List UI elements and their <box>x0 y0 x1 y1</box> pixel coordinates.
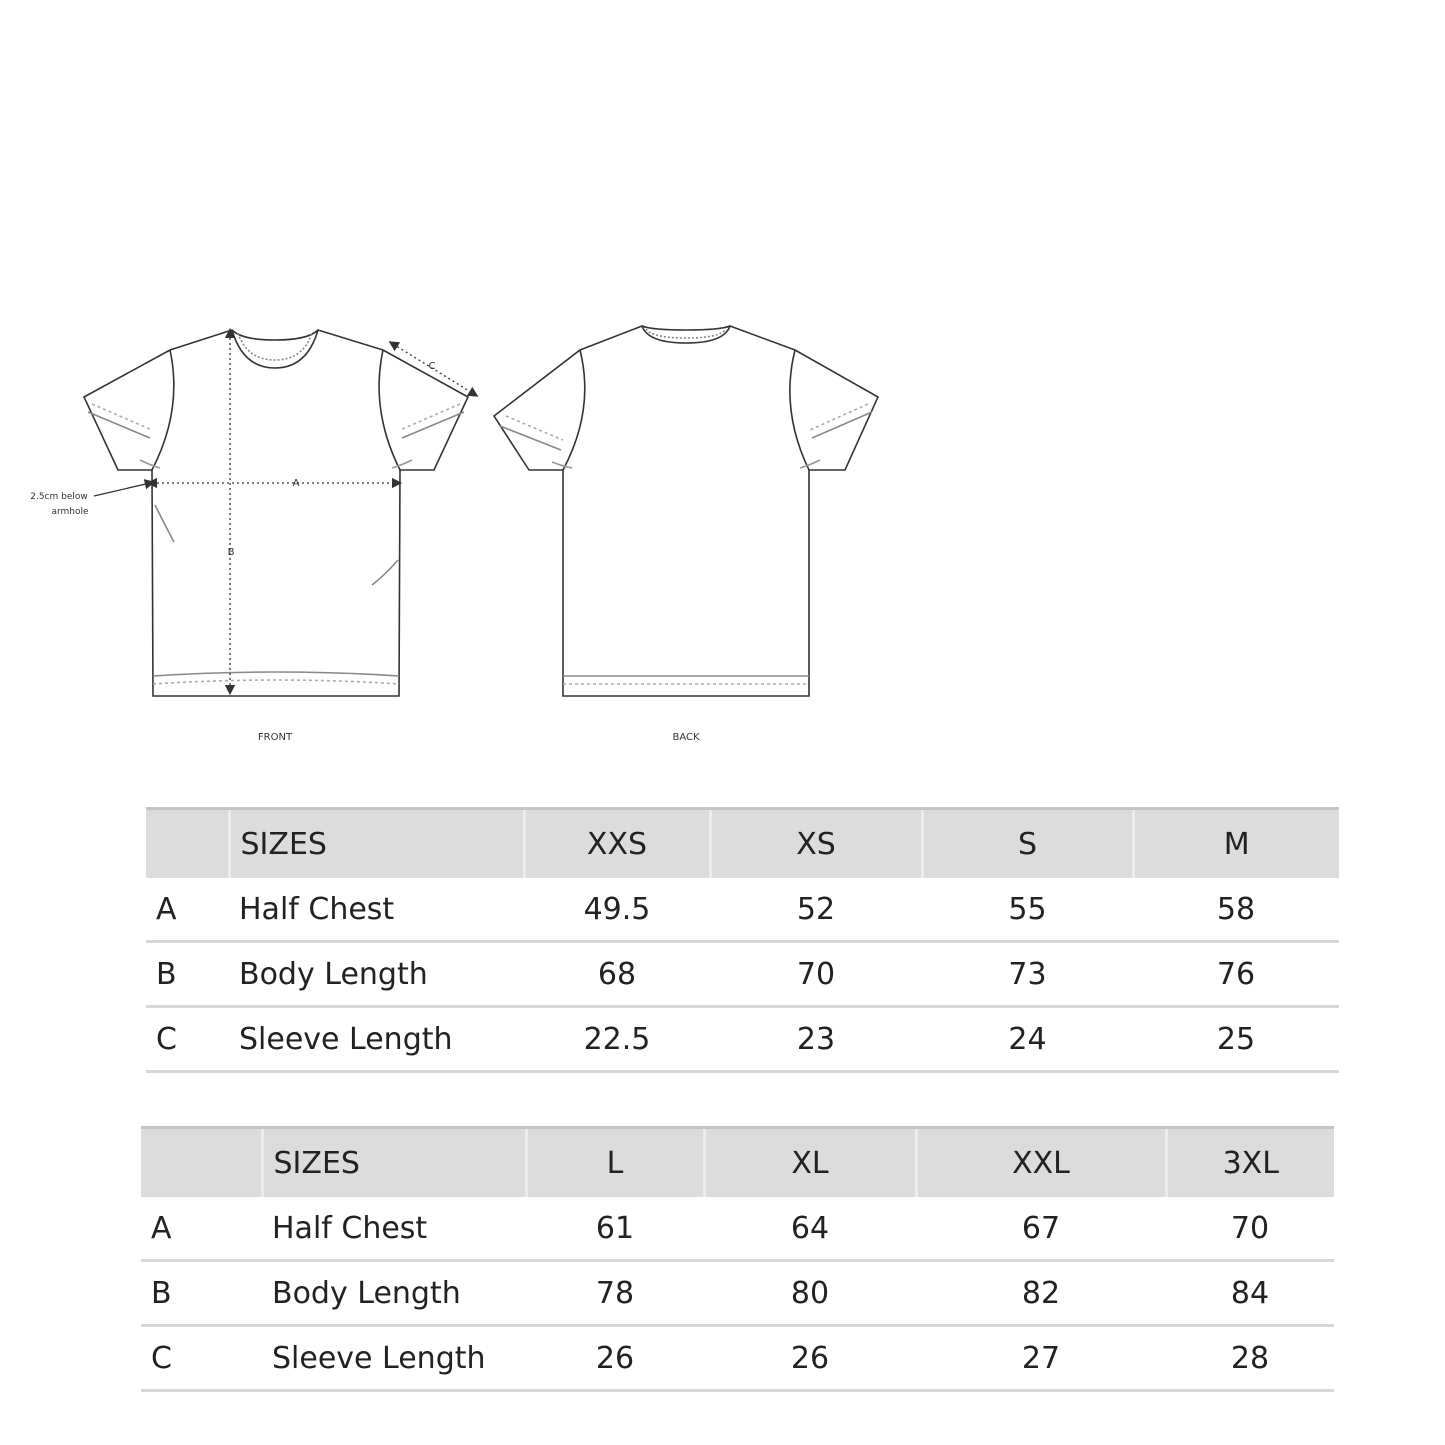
front-view <box>84 330 468 696</box>
measure-c-label: C <box>428 361 436 372</box>
table-header-row <box>146 809 1339 879</box>
cell-value: 27 <box>916 1326 1166 1391</box>
table-row <box>141 1261 1334 1326</box>
cell-value: 68 <box>524 942 710 1007</box>
measure-b-label: B <box>227 547 235 558</box>
cell-value: 55 <box>922 878 1133 942</box>
note-arrow <box>94 483 150 496</box>
size-col-header: XL <box>704 1128 916 1198</box>
size-table-xxs-m <box>146 807 1339 1073</box>
cell-value: 70 <box>1166 1197 1334 1261</box>
note-line1: 2.5cm below <box>30 492 88 502</box>
cell-value: 67 <box>916 1197 1166 1261</box>
cell-value: 26 <box>704 1326 916 1391</box>
front-label: FRONT <box>257 732 293 743</box>
cell-value: 23 <box>710 1007 922 1072</box>
size-col-header: XXS <box>524 809 710 879</box>
row-key: C <box>146 1007 229 1072</box>
cell-value: 26 <box>526 1326 704 1391</box>
cell-value: 52 <box>710 878 922 942</box>
row-key: B <box>141 1261 262 1326</box>
size-col-header: S <box>922 809 1133 879</box>
table-row <box>146 1007 1339 1072</box>
row-key: C <box>141 1326 262 1391</box>
size-table-l-3xl <box>141 1126 1334 1392</box>
cell-value: 64 <box>704 1197 916 1261</box>
cell-value: 28 <box>1166 1326 1334 1391</box>
row-label: Sleeve Length <box>262 1326 526 1391</box>
cell-value: 58 <box>1133 878 1339 942</box>
table-row <box>146 942 1339 1007</box>
cell-value: 70 <box>710 942 922 1007</box>
front-outline <box>84 330 468 696</box>
cell-value: 80 <box>704 1261 916 1326</box>
row-label: Half Chest <box>229 878 524 942</box>
table-row <box>141 1197 1334 1261</box>
cell-value: 61 <box>526 1197 704 1261</box>
row-label: Half Chest <box>262 1197 526 1261</box>
row-key: A <box>146 878 229 942</box>
header-empty <box>146 809 229 879</box>
size-col-header: XXL <box>916 1128 1166 1198</box>
cell-value: 22.5 <box>524 1007 710 1072</box>
row-label: Sleeve Length <box>229 1007 524 1072</box>
row-key: B <box>146 942 229 1007</box>
cell-value: 25 <box>1133 1007 1339 1072</box>
back-label: BACK <box>672 732 700 743</box>
cell-value: 82 <box>916 1261 1166 1326</box>
back-outline <box>494 326 878 696</box>
row-label: Body Length <box>262 1261 526 1326</box>
size-col-header: L <box>526 1128 704 1198</box>
table-row <box>146 878 1339 942</box>
note-line2: armhole <box>51 507 89 517</box>
table-row <box>141 1326 1334 1391</box>
table-header-row <box>141 1128 1334 1198</box>
cell-value: 73 <box>922 942 1133 1007</box>
header-empty <box>141 1128 262 1198</box>
cell-value: 49.5 <box>524 878 710 942</box>
row-key: A <box>141 1197 262 1261</box>
cell-value: 78 <box>526 1261 704 1326</box>
sizes-label: SIZES <box>229 809 524 879</box>
size-col-header: 3XL <box>1166 1128 1334 1198</box>
measure-a-label: A <box>292 478 300 489</box>
size-col-header: M <box>1133 809 1339 879</box>
cell-value: 24 <box>922 1007 1133 1072</box>
cell-value: 76 <box>1133 942 1339 1007</box>
sizes-label: SIZES <box>262 1128 526 1198</box>
row-label: Body Length <box>229 942 524 1007</box>
back-view <box>494 326 878 696</box>
size-col-header: XS <box>710 809 922 879</box>
cell-value: 84 <box>1166 1261 1334 1326</box>
